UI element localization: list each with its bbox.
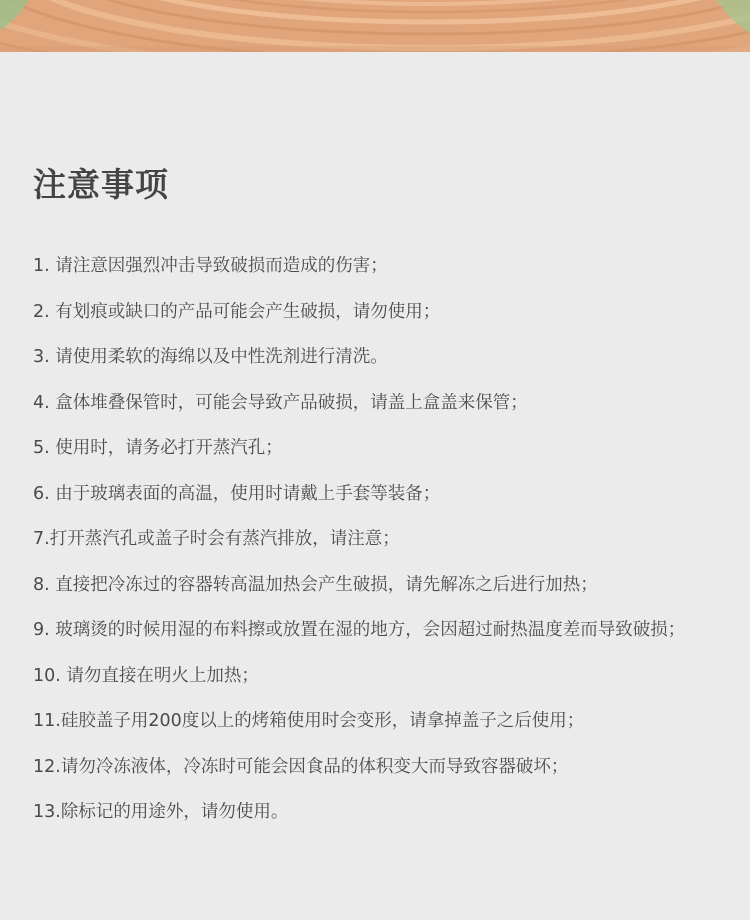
- note-item: 2. 有划痕或缺口的产品可能会产生破损，请勿使用；: [33, 301, 441, 322]
- note-item: 5. 使用时，请务必打开蒸汽孔；: [33, 438, 283, 458]
- note-item: 10. 请勿直接在明火上加热；: [33, 665, 259, 686]
- note-item: 8. 直接把冷冻过的容器转高温加热会产生破损，请先解冻之后进行加热；: [33, 574, 598, 595]
- note-item: 6. 由于玻璃表面的高温，使用时请戴上手套等装备；: [33, 483, 441, 504]
- note-item: 3. 请使用柔软的海绵以及中性洗剂进行清洗。: [33, 347, 388, 367]
- note-item: 9. 玻璃烫的时候用湿的布料擦或放置在湿的地方，会因超过耐热温度差而导致破损；: [33, 620, 686, 640]
- note-item: 1. 请注意因强烈冲击导致破损而造成的伤害；: [33, 256, 388, 276]
- wood-grain-pattern: [0, 0, 750, 52]
- note-item: 4. 盒体堆叠保管时，可能会导致产品破损，请盖上盒盖来保管；: [33, 392, 528, 413]
- note-item: 7.打开蒸汽孔或盖子时会有蒸汽排放，请注意；: [33, 529, 400, 549]
- page-title: 注意事项: [33, 165, 169, 204]
- notes-list: [33, 248, 745, 840]
- wood-grain-image: [0, 0, 750, 52]
- note-item: 13.除标记的用途外，请勿使用。: [33, 802, 289, 822]
- note-item: 12.请勿冷冻液体，冷冻时可能会因食品的体积变大而导致容器破坏；: [33, 756, 569, 777]
- note-item: 11.硅胶盖子用200度以上的烤箱使用时会变形，请拿掉盖子之后使用；: [33, 711, 585, 731]
